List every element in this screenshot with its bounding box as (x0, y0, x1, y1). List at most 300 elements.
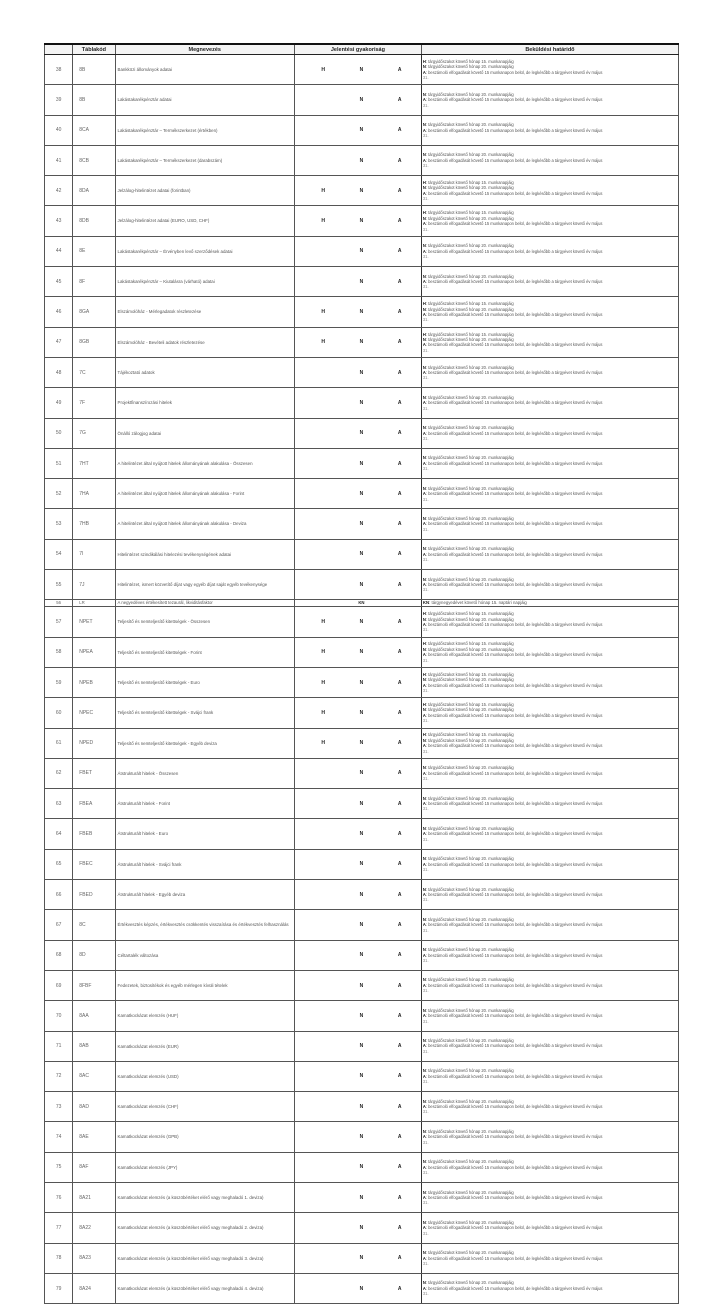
deadline-text: : beszámoló elfogadását követő 15 munkanapon belül, de legkésőbb a tárgyévet követő év május (425, 430, 603, 436)
frequency-cell: N (352, 448, 371, 478)
deadline-letter: A (422, 891, 426, 897)
frequency-cell: N (352, 819, 371, 849)
deadline-text: : tárgyidőszakot követő hónap 20. munkanapjáig (425, 576, 514, 582)
deadline-continuation: 31. (422, 1048, 429, 1054)
deadline-cell (421, 1152, 678, 1182)
deadline-text: : beszámoló elfogadását követő 15 munkanapon belül, de legkésőbb a tárgyévet követő év május (425, 491, 603, 497)
frequency-cell (294, 55, 313, 85)
table-row (45, 448, 679, 478)
row-number: 45 (45, 267, 73, 297)
deadline-continuation: 31. (422, 1139, 429, 1145)
frequency-cell: A (390, 1092, 409, 1122)
frequency-cell (371, 758, 390, 788)
deadline-cell (421, 145, 678, 175)
frequency-cell (294, 600, 313, 607)
deadline-letter: A (422, 248, 426, 254)
deadline-text: : beszámoló elfogadását követő 15 munkanapon belül, de legkésőbb a tárgyévet követő év május (425, 621, 603, 627)
table-code: 8D (73, 940, 115, 970)
frequency-cell (371, 85, 390, 115)
deadline-text: : beszámoló elfogadását követő 15 munkanapon belül, de legkésőbb a tárgyévet követő év május (425, 1225, 603, 1231)
table-code: 8FBF (73, 970, 115, 1000)
frequency-cell (371, 728, 390, 758)
table-row (45, 570, 679, 600)
table-name: Értékvesztés képzés, értékvesztés csökkentés visszaírása és értékvesztés felhasználás (115, 910, 294, 940)
deadline-cell (421, 789, 678, 819)
frequency-cell (371, 145, 390, 175)
frequency-cell: N (352, 849, 371, 879)
row-number: 75 (45, 1152, 73, 1182)
frequency-cell (333, 1061, 352, 1091)
frequency-cell (294, 267, 313, 297)
frequency-cell (294, 418, 313, 448)
frequency-cell (371, 819, 390, 849)
deadline-text: : tárgyidőszakot követő hónap 15. munkanapjáig (425, 702, 514, 708)
deadline-letter: A (422, 1194, 426, 1200)
table-name: Hitelintézet, ismert közvetítő díjat vagy egyéb díjat saját egyéb tevékenysége (115, 570, 294, 600)
frequency-cell (409, 819, 421, 849)
frequency-cell (371, 880, 390, 910)
frequency-cell (333, 539, 352, 569)
deadline-text: : tárgyidőszakot követő hónap 20. munkanapjáig (425, 707, 514, 713)
table-name: Átstrukturált hitelek - Összesen (115, 758, 294, 788)
deadline-letter: A (422, 621, 426, 627)
table-code: FBEC (73, 849, 115, 879)
frequency-cell (333, 145, 352, 175)
frequency-cell: A (390, 357, 409, 387)
frequency-cell (409, 236, 421, 266)
frequency-cell (294, 789, 313, 819)
frequency-cell (314, 388, 333, 418)
deadline-letter: N (422, 364, 426, 370)
deadline-cell (421, 698, 678, 728)
deadline-letter: N (422, 916, 426, 922)
frequency-cell (371, 1243, 390, 1273)
table-row (45, 388, 679, 418)
deadline-continuation: 31. (422, 557, 429, 563)
deadline-letter: A (422, 1073, 426, 1079)
frequency-cell (333, 728, 352, 758)
frequency-cell (371, 115, 390, 145)
deadline-cell (421, 849, 678, 879)
table-code: LR (73, 600, 115, 607)
deadline-text: : tárgyidőszakot követő hónap 15. munkanapjáig (425, 641, 514, 647)
frequency-cell (333, 698, 352, 728)
deadline-text: : tárgyidőszakot követő hónap 20. munkanapjáig (425, 616, 514, 622)
frequency-cell: A (390, 55, 409, 85)
table-code: 8C (73, 910, 115, 940)
frequency-cell (333, 1092, 352, 1122)
deadline-continuation: 31. (422, 867, 429, 873)
deadline-letter: H (422, 331, 426, 337)
deadline-letter: H (422, 641, 426, 647)
deadline-letter: A (422, 1285, 426, 1291)
frequency-cell: N (352, 1122, 371, 1152)
deadline-letter: A (422, 69, 426, 75)
frequency-cell: N (352, 758, 371, 788)
table-name: Lakástakarékpénztár – Kiutalásra (várható) adatai (115, 267, 294, 297)
table-code: NPEC (73, 698, 115, 728)
deadline-text: : tárgyidőszakot követő hónap 20. munkanapjáig (425, 243, 514, 249)
row-number: 60 (45, 698, 73, 728)
table-code: 8DB (73, 206, 115, 236)
deadline-continuation: 31. (422, 132, 429, 138)
deadline-letter: A (422, 521, 426, 527)
deadline-text: : tárgyidőszakot követő hónap 15. munkanapjáig (425, 301, 514, 307)
frequency-cell: A (390, 1152, 409, 1182)
frequency-cell: A (390, 570, 409, 600)
frequency-cell (294, 728, 313, 758)
frequency-cell (371, 910, 390, 940)
deadline-text: : tárgyidőszakot követő hónap 20. munkanapjáig (425, 485, 514, 491)
frequency-cell (314, 970, 333, 1000)
deadline-cell (421, 1061, 678, 1091)
table-code: 7HT (73, 448, 115, 478)
table-name: Teljesítő és nemteljesítő kitettségek - Összesen (115, 607, 294, 637)
table-name: Teljesítő és nemteljesítő kitettségek - Egyéb deviza (115, 728, 294, 758)
frequency-cell: H (314, 637, 333, 667)
deadline-text: : tárgyidőszakot követő hónap 20. munkanapjáig (425, 306, 514, 312)
frequency-cell: A (390, 539, 409, 569)
deadline-letter: A (422, 1255, 426, 1261)
frequency-cell (314, 940, 333, 970)
deadline-cell (421, 509, 678, 539)
frequency-cell: A (390, 418, 409, 448)
frequency-cell (314, 267, 333, 297)
frequency-cell (294, 880, 313, 910)
table-name: Kamatkockázat elemzés (a küszöbértéket elérő vagy meghaladó 2. deviza) (115, 1213, 294, 1243)
frequency-cell: A (390, 297, 409, 327)
frequency-cell (409, 1182, 421, 1212)
deadline-text: : beszámoló elfogadását követő 15 munkanapon belül, de legkésőbb a tárgyévet követő év május (425, 1104, 603, 1110)
frequency-cell (409, 940, 421, 970)
frequency-cell (409, 637, 421, 667)
deadline-letter: N (422, 336, 426, 342)
frequency-cell: N (352, 910, 371, 940)
table-name: Kamatkockázat elemzés (USD) (115, 1061, 294, 1091)
deadline-continuation: 31. (422, 405, 429, 411)
frequency-cell: A (390, 236, 409, 266)
row-number: 76 (45, 1182, 73, 1212)
deadline-cell (421, 479, 678, 509)
table-code: 8A23 (73, 1243, 115, 1273)
frequency-cell: A (390, 698, 409, 728)
table-code: 8AE (73, 1122, 115, 1152)
deadline-letter: A (422, 400, 426, 406)
deadline-text: : beszámoló elfogadását követő 15 munkanapon belül, de legkésőbb a tárgyévet követő év május (425, 312, 603, 318)
deadline-text: : beszámoló elfogadását követő 15 munkanapon belül, de legkésőbb a tárgyévet követő év május (425, 460, 603, 466)
deadline-text: : tárgyidőszakot követő hónap 20. munkanapjáig (425, 364, 514, 370)
frequency-cell (333, 637, 352, 667)
deadline-continuation: 31. (422, 1109, 429, 1115)
deadline-continuation: 31. (422, 957, 429, 963)
frequency-cell (333, 509, 352, 539)
deadline-letter: N (422, 707, 426, 713)
table-row (45, 1243, 679, 1273)
frequency-cell: N (352, 1213, 371, 1243)
deadline-letter: N (422, 646, 426, 652)
frequency-cell (409, 297, 421, 327)
deadline-text: : tárgyidőszakot követő hónap 20. munkanapjáig (425, 795, 514, 801)
table-name: Teljesítő és nemteljesítő kitettségek - Euro (115, 667, 294, 697)
deadline-text: : tárgyidőszakot követő hónap 20. munkanapjáig (425, 336, 514, 342)
row-number: 44 (45, 236, 73, 266)
frequency-cell (294, 236, 313, 266)
deadline-continuation: 31. (422, 75, 429, 81)
frequency-cell (294, 698, 313, 728)
frequency-cell (371, 448, 390, 478)
table-code: 7HA (73, 479, 115, 509)
deadline-continuation: 31. (422, 748, 429, 754)
frequency-cell (314, 85, 333, 115)
frequency-cell (294, 758, 313, 788)
frequency-cell: N (352, 789, 371, 819)
frequency-cell (294, 479, 313, 509)
frequency-cell: H (314, 728, 333, 758)
frequency-cell (314, 418, 333, 448)
frequency-cell (409, 789, 421, 819)
deadline-letter: N (422, 616, 426, 622)
frequency-cell (314, 1152, 333, 1182)
frequency-cell: A (390, 176, 409, 206)
deadline-text: : beszámoló elfogadását követő 15 munkanapon belül, de legkésőbb a tárgyévet követő év május (425, 248, 603, 254)
deadline-text: : tárgyidőszakot követő hónap 20. munkanapjáig (425, 1007, 514, 1013)
table-row (45, 600, 679, 607)
table-row (45, 1182, 679, 1212)
frequency-cell: N (352, 940, 371, 970)
table-code: NPED (73, 728, 115, 758)
table-row (45, 910, 679, 940)
deadline-letter: A (422, 801, 426, 807)
frequency-cell (409, 600, 421, 607)
frequency-cell (333, 1122, 352, 1152)
frequency-cell (333, 85, 352, 115)
table-code: 8GA (73, 297, 115, 327)
frequency-cell (294, 539, 313, 569)
frequency-cell (294, 849, 313, 879)
deadline-continuation: 31. (422, 927, 429, 933)
frequency-cell (314, 570, 333, 600)
deadline-cell (421, 1031, 678, 1061)
deadline-letter: N (422, 677, 426, 683)
frequency-cell: N (352, 637, 371, 667)
deadline-letter: N (422, 394, 426, 400)
frequency-cell (333, 1001, 352, 1031)
frequency-cell (314, 1061, 333, 1091)
frequency-cell: N (352, 1092, 371, 1122)
deadline-letter: N (422, 1219, 426, 1225)
deadline-letter: A (422, 97, 426, 103)
frequency-cell (294, 448, 313, 478)
frequency-cell (294, 819, 313, 849)
table-code: 7F (73, 388, 115, 418)
frequency-cell (294, 970, 313, 1000)
frequency-cell (314, 1122, 333, 1152)
table-row (45, 607, 679, 637)
row-number: 63 (45, 789, 73, 819)
frequency-cell: N (352, 297, 371, 327)
deadline-cell (421, 910, 678, 940)
deadline-letter: A (422, 1164, 426, 1170)
table-row (45, 267, 679, 297)
deadline-letter: N (422, 546, 426, 552)
frequency-cell (333, 970, 352, 1000)
frequency-cell: N (352, 357, 371, 387)
table-code: 8DA (73, 176, 115, 206)
frequency-cell (314, 819, 333, 849)
row-number: 77 (45, 1213, 73, 1243)
frequency-cell (333, 55, 352, 85)
table-body (45, 55, 679, 1304)
frequency-cell (314, 1182, 333, 1212)
row-number: 71 (45, 1031, 73, 1061)
table-code: NPEB (73, 667, 115, 697)
frequency-cell: N (352, 539, 371, 569)
deadline-text: : tárgyidőszakot követő hónap 20. munkanapjáig (425, 91, 514, 97)
deadline-continuation: 31. (422, 988, 429, 994)
frequency-cell (371, 297, 390, 327)
frequency-cell: A (390, 1213, 409, 1243)
deadline-cell (421, 206, 678, 236)
frequency-cell (371, 388, 390, 418)
frequency-cell (371, 206, 390, 236)
table-row (45, 970, 679, 1000)
frequency-cell (333, 1031, 352, 1061)
deadline-letter: H (422, 180, 426, 186)
deadline-letter: A (422, 221, 426, 227)
deadline-cell (421, 819, 678, 849)
deadline-cell (421, 418, 678, 448)
deadline-text: : tárgyidőszakot követő hónap 20. munkanapjáig (425, 1189, 514, 1195)
deadline-text: : tárgyidőszakot követő hónap 20. munkanapjáig (425, 185, 514, 191)
frequency-cell (409, 1273, 421, 1303)
deadline-text: : beszámoló elfogadását követő 15 munkanapon belül, de legkésőbb a tárgyévet követő év május (425, 770, 603, 776)
frequency-cell: N (352, 115, 371, 145)
frequency-cell (409, 479, 421, 509)
frequency-cell (314, 1031, 333, 1061)
deadline-text: : beszámoló elfogadását követő 15 munkanapon belül, de legkésőbb a tárgyévet követő év május (425, 1013, 603, 1019)
frequency-cell: A (390, 758, 409, 788)
table-row (45, 479, 679, 509)
deadline-text: : tárgyidőszakot követő hónap 20. munkanapjáig (425, 1159, 514, 1165)
deadline-text: : tárgyidőszakot követő hónap 20. munkanapjáig (425, 856, 514, 862)
frequency-cell: A (390, 637, 409, 667)
table-row (45, 880, 679, 910)
deadline-letter: N (422, 485, 426, 491)
deadline-text: : tárgyidőszakot követő hónap 20. munkanapjáig (425, 1128, 514, 1134)
deadline-continuation: 31. (422, 226, 429, 232)
deadline-text: : tárgyidőszakot követő hónap 20. munkanapjáig (425, 825, 514, 831)
table-row (45, 115, 679, 145)
deadline-letter: N (422, 1038, 426, 1044)
frequency-cell (409, 880, 421, 910)
deadline-continuation: 31. (422, 526, 429, 532)
table-name: Kamatkockázat elemzés (HUF) (115, 1001, 294, 1031)
table-code: NPEA (73, 637, 115, 667)
frequency-cell (294, 637, 313, 667)
deadline-text: : beszámoló elfogadását követő 15 munkanapon belül, de legkésőbb a tárgyévet követő év május (425, 982, 603, 988)
deadline-cell (421, 1092, 678, 1122)
header-name: Megnevezés (115, 44, 294, 55)
table-row (45, 637, 679, 667)
deadline-letter: A (422, 861, 426, 867)
deadline-letter: N (422, 947, 426, 953)
deadline-letter: A (422, 922, 426, 928)
deadline-text: : beszámoló elfogadását követő 15 munkanapon belül, de legkésőbb a tárgyévet követő év május (425, 1164, 603, 1170)
deadline-letter: H (422, 702, 426, 708)
frequency-cell (333, 236, 352, 266)
deadline-letter: A (422, 279, 426, 285)
frequency-cell (409, 728, 421, 758)
frequency-cell (294, 145, 313, 175)
deadline-cell (421, 940, 678, 970)
row-number: 78 (45, 1243, 73, 1273)
frequency-cell (294, 176, 313, 206)
deadline-text: : beszámoló elfogadását követő 15 munkanapon belül, de legkésőbb a tárgyévet követő év május (425, 801, 603, 807)
deadline-text: : tárgyidőszakot követő hónap 20. munkanapjáig (425, 1280, 514, 1286)
table-name: Elszámolóház - Mérlegadatok részletezése (115, 297, 294, 327)
frequency-cell (371, 418, 390, 448)
frequency-cell: N (352, 206, 371, 236)
frequency-cell (294, 1001, 313, 1031)
table-row (45, 728, 679, 758)
frequency-cell: N (352, 667, 371, 697)
frequency-cell: H (314, 206, 333, 236)
frequency-cell: N (352, 1273, 371, 1303)
frequency-cell: A (390, 1001, 409, 1031)
frequency-cell: N (352, 970, 371, 1000)
frequency-cell (294, 607, 313, 637)
deadline-letter: A (422, 460, 426, 466)
table-code: NPET (73, 607, 115, 637)
deadline-text: : tárgynegyedévet követő hónap 15. naptári napjáig (429, 600, 527, 606)
frequency-cell (409, 1243, 421, 1273)
deadline-continuation: 31. (422, 687, 429, 693)
table-code: 8AD (73, 1092, 115, 1122)
header-frequency: Jelentési gyakoriság (294, 44, 421, 55)
table-row (45, 176, 679, 206)
frequency-cell (314, 509, 333, 539)
deadline-letter: N (422, 825, 426, 831)
frequency-cell (333, 789, 352, 819)
frequency-cell: N (352, 1243, 371, 1273)
deadline-letter: N (422, 1280, 426, 1286)
frequency-cell: A (390, 880, 409, 910)
deadline-cell (421, 115, 678, 145)
deadline-cell (421, 267, 678, 297)
table-row (45, 1092, 679, 1122)
frequency-cell (333, 1152, 352, 1182)
deadline-letter: A (422, 1013, 426, 1019)
deadline-cell (421, 600, 678, 607)
row-number: 68 (45, 940, 73, 970)
deadline-letter: N (422, 1007, 426, 1013)
reporting-schedule-table (44, 43, 679, 1304)
table-row (45, 758, 679, 788)
frequency-cell (294, 509, 313, 539)
deadline-cell (421, 1213, 678, 1243)
deadline-text: : beszámoló elfogadását követő 15 munkanapon belül, de legkésőbb a tárgyévet követő év május (425, 279, 603, 285)
frequency-cell (371, 570, 390, 600)
deadline-text: : tárgyidőszakot követő hónap 20. munkanapjáig (425, 394, 514, 400)
frequency-cell (409, 145, 421, 175)
deadline-letter: N (422, 64, 426, 70)
table-code: 7HB (73, 509, 115, 539)
deadline-continuation: 31. (422, 1170, 429, 1176)
frequency-cell: A (390, 1031, 409, 1061)
table-row (45, 327, 679, 357)
deadline-continuation: 31. (422, 627, 429, 633)
deadline-text: : beszámoló elfogadását követő 15 munkanapon belül, de legkésőbb a tárgyévet követő év május (425, 190, 603, 196)
